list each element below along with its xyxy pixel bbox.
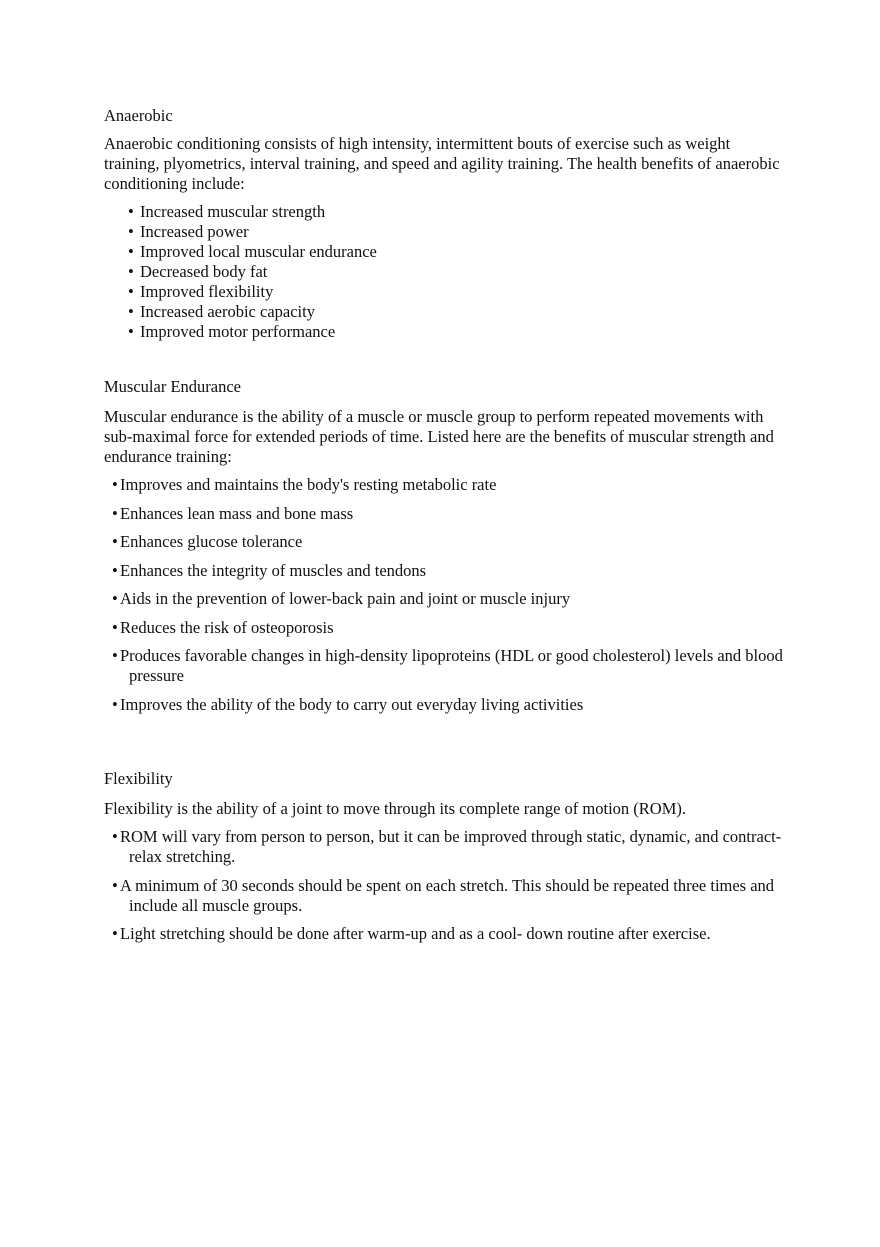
- section-flexibility: [104, 769, 784, 944]
- list-item: • Improved local muscular endurance: [128, 242, 377, 261]
- bullet-icon: •: [112, 694, 118, 714]
- bullet-icon: •: [128, 322, 134, 341]
- list-item: • Improves and maintains the body's resting metabolic rate: [112, 475, 497, 494]
- list-item: • Light stretching should be done after warm-up and as a cool- down routine after exercise.: [112, 924, 711, 943]
- bullet-icon: •: [112, 646, 118, 665]
- list-item: • Improved flexibility: [128, 282, 274, 301]
- anaerobic-benefits-list: [104, 202, 784, 342]
- list-item: • Improved motor performance: [128, 322, 336, 341]
- bullet-icon: •: [112, 875, 118, 895]
- section-heading-anaerobic: Anaerobic: [104, 106, 173, 125]
- section-heading-muscular-endurance: Muscular Endurance: [104, 377, 241, 396]
- list-item: • Increased muscular strength: [128, 202, 326, 221]
- list-item: • Enhances the integrity of muscles and tendons: [112, 560, 427, 580]
- bullet-icon: •: [112, 532, 118, 551]
- list-item: • Aids in the prevention of lower-back pain and joint or muscle injury: [112, 589, 571, 608]
- list-item: • Produces favorable changes in high-density lipoproteins (HDL or good cholesterol) levels and blood pressure: [112, 646, 783, 685]
- list-item: • Increased aerobic capacity: [128, 302, 315, 321]
- bullet-icon: •: [112, 475, 118, 494]
- bullet-icon: •: [112, 827, 118, 846]
- muscular-endurance-intro: Muscular endurance is the ability of a muscle or muscle group to perform repeated movements with sub-maximal force for extended periods of time. Listed here are the benefits of muscular strength and endurance training:: [104, 407, 774, 466]
- bullet-icon: •: [128, 222, 134, 241]
- list-item: • Enhances lean mass and bone mass: [112, 503, 354, 523]
- bullet-icon: •: [128, 262, 134, 281]
- bullet-icon: •: [112, 560, 118, 580]
- bullet-icon: •: [128, 202, 134, 221]
- bullet-icon: •: [128, 282, 134, 301]
- section-heading-flexibility: Flexibility: [104, 769, 173, 788]
- bullet-icon: •: [112, 503, 118, 523]
- muscular-endurance-benefits-list: [104, 475, 784, 715]
- section-muscular-endurance: [104, 377, 784, 715]
- list-item: • Increased power: [128, 222, 249, 241]
- bullet-icon: •: [128, 242, 134, 261]
- list-item: • Improves the ability of the body to carry out everyday living activities: [112, 694, 584, 714]
- section-anaerobic: [104, 106, 784, 342]
- flexibility-intro: Flexibility is the ability of a joint to move through its complete range of motion (ROM).: [104, 799, 687, 818]
- list-item: • Decreased body fat: [128, 262, 268, 281]
- bullet-icon: •: [128, 302, 134, 321]
- list-item: • Reduces the risk of osteoporosis: [112, 617, 334, 637]
- list-item: • Enhances glucose tolerance: [112, 532, 303, 551]
- bullet-icon: •: [112, 589, 118, 608]
- bullet-icon: •: [112, 924, 118, 943]
- list-item: • ROM will vary from person to person, but it can be improved through static, dynamic, and contract-relax stretching.: [112, 827, 782, 866]
- anaerobic-intro: Anaerobic conditioning consists of high intensity, intermittent bouts of exercise such as weight training, plyometrics, interval training, and speed and agility training. The health benefits of anaerobic conditioning include:: [104, 134, 780, 193]
- bullet-icon: •: [112, 617, 118, 637]
- list-item: • A minimum of 30 seconds should be spent on each stretch. This should be repeated three times and include all muscle groups.: [112, 875, 775, 915]
- flexibility-points-list: [104, 827, 784, 944]
